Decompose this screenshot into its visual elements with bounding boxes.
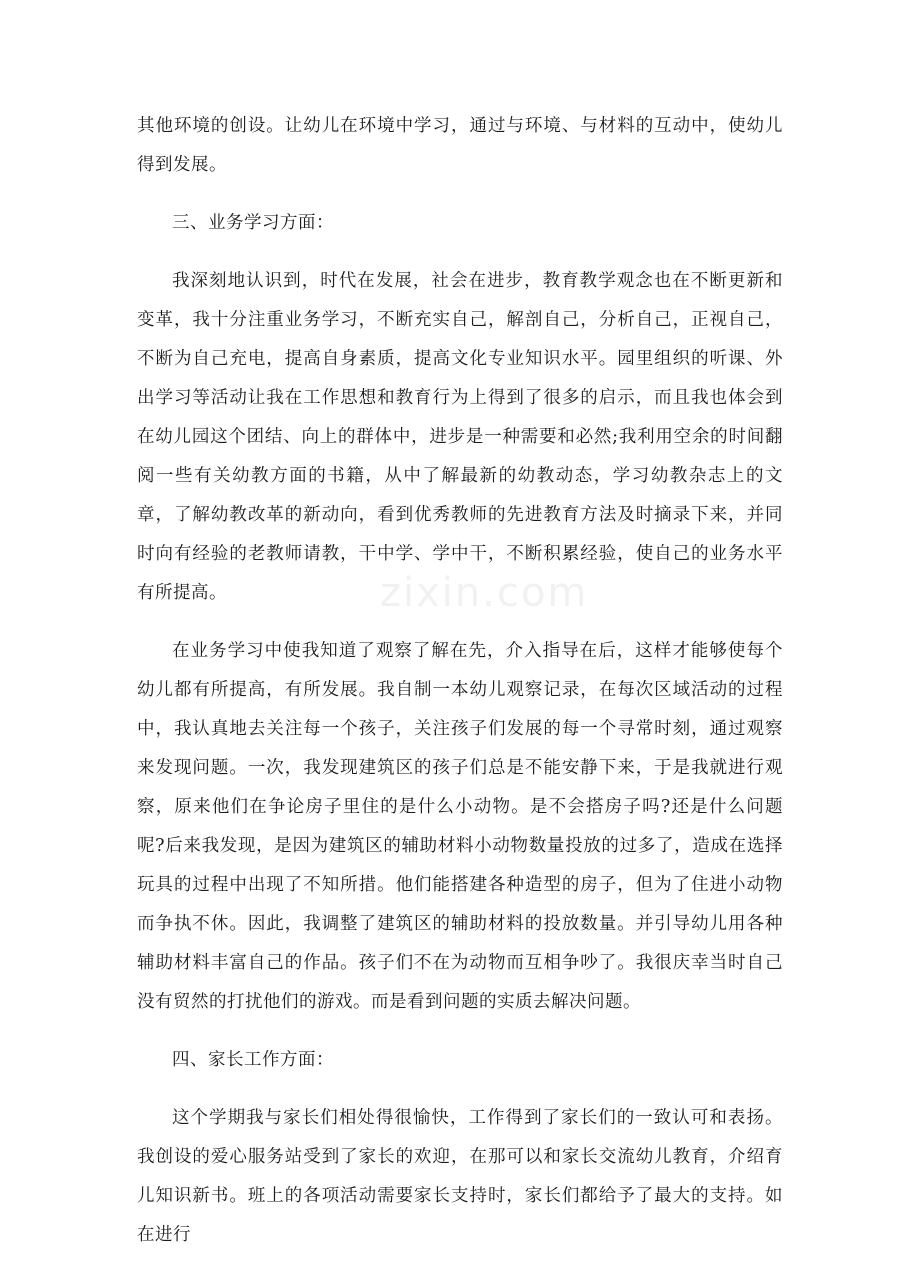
paragraph-observation: 在业务学习中使我知道了观察了解在先，介入指导在后，这样才能够使每个幼儿都有所提高，有所发展。我自制一本幼儿观察记录，在每次区域活动的过程中，我认真地去关注每一个孩子，关注孩子们发展的每一个寻常时刻，通过观察来发现问题。一次，我发现建筑区的孩子们总是不能安静下来，于是我就进行观察，原来他们在争论房子里住的是什么小动物。是不会搭房子吗?还是什么问题呢?后来我发现，是因为建筑区的辅助材料小动物数量投放的过多了，造成在选择玩具的过程中出现了不知所措。他们能搭建各种造型的房子，但为了住进小动物而争执不休。因此，我调整了建筑区的辅助材料的投放数量。并引导幼儿用各种辅助材料丰富自己的作品。孩子们不在为动物而互相争吵了。我很庆幸当时自己没有贸然的打扰他们的游戏。而是看到问题的实质去解决问题。: [137, 641, 783, 1012]
watermark: zixin.com: [380, 570, 589, 616]
section-heading-parent-work: 四、家长工作方面：: [172, 1050, 334, 1070]
paragraph-business-study: 我深刻地认识到，时代在发展，社会在进步，教育教学观念也在不断更新和变革，我十分注重业务学习，不断充实自己，解剖自己，分析自己，正视自己，不断为自己充电，提高自身素质，提高文化专业知识水平。园里组织的听课、外出学习等活动让我在工作思想和教育行为上得到了很多的启示，而且我也体会到在幼儿园这个团结、向上的群体中，进步是一种需要和必然;我利用空余的时间翻阅一些有关幼教方面的书籍，从中了解最新的幼教动态，学习幼教杂志上的文章，了解幼教改革的新动向，看到优秀教师的先进教育方法及时摘录下来，并同时向有经验的老教师请教，干中学、学中干，不断积累经验，使自己的业务水平有所提高。: [137, 271, 783, 603]
paragraph-environment-continuation: 其他环境的创设。让幼儿在环境中学习，通过与环境、与材料的互动中，使幼儿得到发展。: [137, 116, 783, 175]
document-body: [137, 107, 783, 1274]
paragraph-parent-work: 这个学期我与家长们相处得很愉快，工作得到了家长们的一致认可和表扬。我创设的爱心服务站受到了家长的欢迎，在那可以和家长交流幼儿教育，介绍育儿知识新书。班上的各项活动需要家长支持时，家长们都给予了最大的支持。如在进行: [137, 1108, 783, 1245]
section-heading-business-study: 三、业务学习方面：: [172, 213, 334, 233]
